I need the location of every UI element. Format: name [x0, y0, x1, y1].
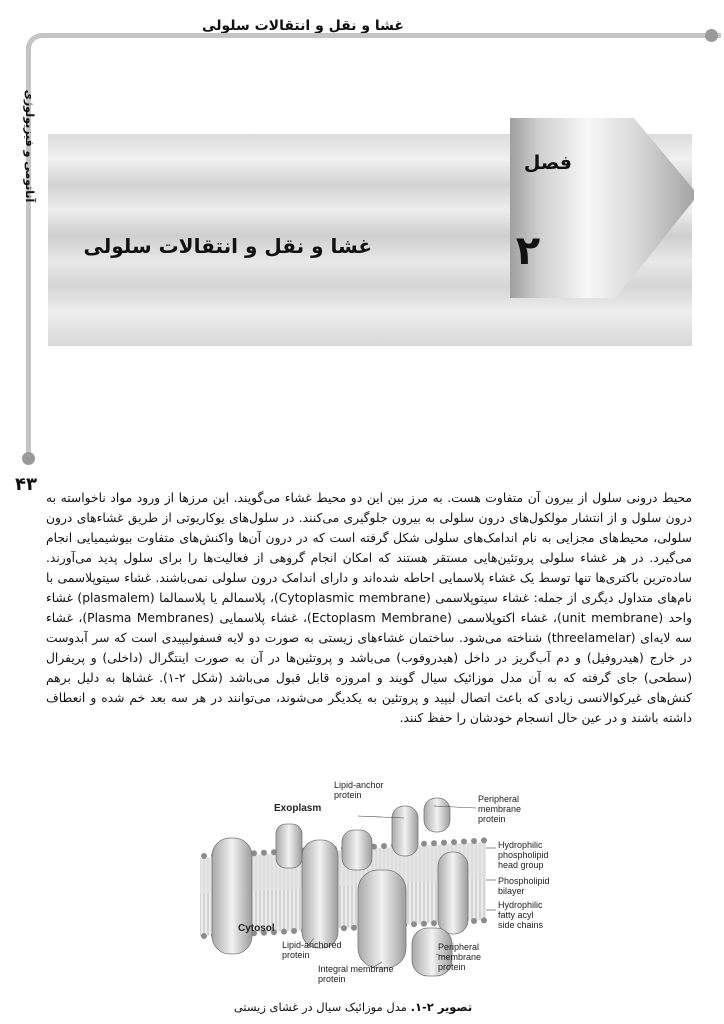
label-peripheral-protein-bottom: Peripheral membrane protein: [438, 942, 482, 972]
running-header-title: غشا و نقل و انتقالات سلولی: [202, 18, 404, 34]
label-cytosol: Cytosol: [238, 923, 275, 934]
side-book-label: آناتومی و فیزیولوژی: [23, 89, 37, 203]
label-integral-protein: Integral membrane protein: [318, 964, 394, 984]
label-exoplasm: Exoplasm: [274, 803, 322, 814]
page-frame-side-cap: [22, 452, 35, 465]
label-hydrophilic-head: Hydrophilic phospholipid head group: [498, 840, 549, 870]
caption-text: مدل موزائیک سیال در غشای زیستی: [233, 1000, 407, 1014]
label-phospholipid-bilayer: Phospholipid bilayer: [498, 876, 550, 896]
figure-caption: [186, 1000, 520, 1014]
label-lipid-anchor-protein: Lipid-anchor protein: [334, 780, 384, 800]
page-frame-top-cap: [705, 29, 718, 42]
chapter-title: غشا و نقل و انتقالات سلولی: [83, 234, 372, 258]
fluid-mosaic-figure: [186, 778, 606, 990]
label-lipid-anchored-protein: Lipid-anchored protein: [282, 940, 342, 960]
body-paragraph: محیط درونی سلول از بیرون آن متفاوت هست. به مرز بین این دو محیط غشاء می‌گویند. این مرزها از ورود مواد ناخواسته به درون سلول و از انتشار مولکول‌های درون سلولی به بیرون جلوگیری می‌کنند. در سلول‌های یوکاریوتی از طریق غشاءهای درون سلولی، محیط‌های مجزایی به نام اندامک‌های سلولی شکل گرفته است که در درون آن‌ها واکنش‌های متفاوت بیوشیمیایی انجام می‌گیرد. در هر غشاء سلولی پروتئین‌هایی مستقر هستند که امکان انجام گروهی از فعالیت‌ها را برای سلول پدید می‌آورند. ساده‌ترین باکتری‌ها تنها توسط یک غشاء پلاسمایی احاطه شده‌اند و دارای اندامک درون سلولی نمی‌باشند. غشاء سیتوپلاسمی با نام‌های متداول دیگری از جمله: غشاء سیتوپلاسمی (Cytoplasmic membrane)، پلاسمالم یا پلاسمالما (plasmalem) غشاء واحد (unit membrane)، غشاء اکتوپلاسمی (Ectoplasm Membrane)، غشاء پلاسمایی (Plasma Membranes)، غشاء سه لایه‌ای (threelamelar) شناخته می‌شود. ساختمان غشاءهای زیستی به صورت دو لایه فسفولیپیدی است که سر آبدوست در خارج (هیدروفیل) و دم آب‌گریز در داخل (هیدروفوب) می‌باشد و پروتئین‌ها در آن به صورت اینتگرال (داخلی) و پریفرال (سطحی) جای گرفته که به آن مدل موزائیک سیال گویند و امروزه قابل قبول می‌باشد (شکل ۲-۱). غشاها به دلیل برهم کنش‌های غیرکوالانسی زیادی که باعث اتصال لیپید و پروتئین به یکدیگر می‌شوند، می‌توانند در هر سه بعد خم شده و انعطاف داشته باشند و در عین حال انسجام خودشان را حفظ کنند.: [46, 491, 693, 725]
page-number: ۴۳: [15, 474, 37, 495]
label-fatty-acyl-chains: Hydrophilic fatty acyl side chains: [498, 900, 544, 930]
caption-number: تصویر ۲-۱.: [410, 1000, 473, 1014]
label-peripheral-protein-top: Peripheral membrane protein: [478, 794, 522, 824]
chapter-label: فصل: [523, 152, 572, 174]
chapter-number: ۲: [515, 228, 541, 274]
page-frame-top: [26, 33, 721, 54]
